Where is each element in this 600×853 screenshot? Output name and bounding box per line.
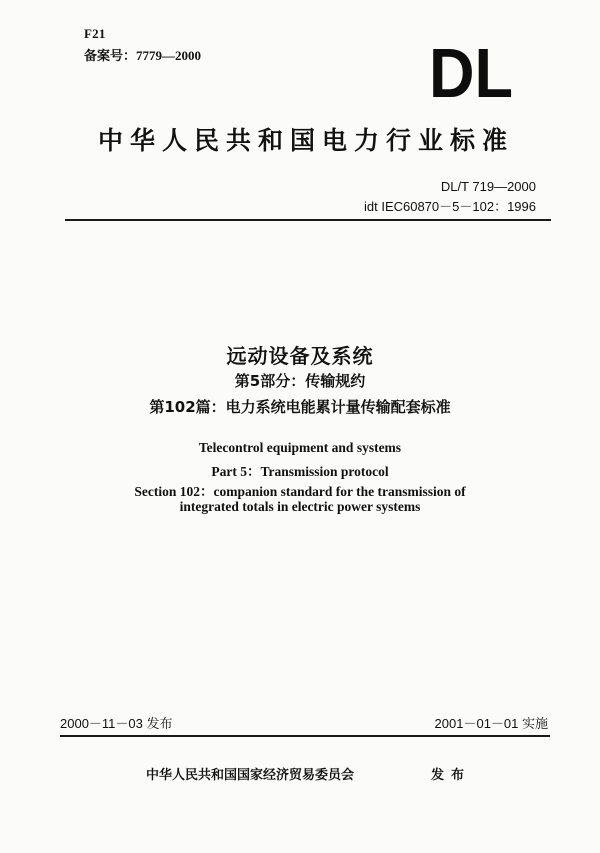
english-title-line-4: integrated totals in electric power systems <box>179 499 421 514</box>
industry-standard-title: 中华人民共和国电力行业标准 <box>97 126 514 155</box>
english-title-line-1: Telecontrol equipment and systems <box>198 440 402 455</box>
bottom-divider <box>60 735 550 737</box>
english-title-line-3: Section 102：companion standard for the transmission of <box>134 484 466 499</box>
equivalent-standard: idt IEC60870－5－102：1996 <box>363 199 536 214</box>
classification-code: F21 <box>84 26 106 41</box>
implementation-date: 2001－01－01 实施 <box>434 716 548 731</box>
top-divider <box>65 219 551 221</box>
dl-logo <box>428 44 514 100</box>
issuing-authority: 中华人民共和国国家经济贸易委员会 <box>146 768 355 783</box>
standard-number: DL/T 719—2000 <box>440 179 536 194</box>
chinese-part-title: 第5部分：传输规约 <box>234 372 366 390</box>
publish-label: 发布 <box>431 768 472 783</box>
chinese-main-title: 远动设备及系统 <box>226 344 374 368</box>
chinese-section-title: 第102篇：电力系统电能累计量传输配套标准 <box>149 398 451 416</box>
issue-date: 2000－11－03 发布 <box>60 716 173 731</box>
english-title-line-2: Part 5：Transmission protocol <box>211 464 389 479</box>
record-number: 备案号：7779—2000 <box>84 48 202 63</box>
dl-logo-text: DL <box>429 44 513 100</box>
